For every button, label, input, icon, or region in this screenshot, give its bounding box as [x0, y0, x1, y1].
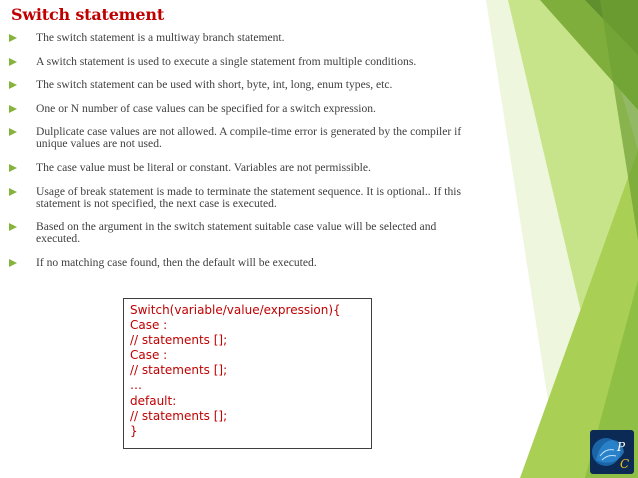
- bullet-item: [9, 32, 479, 44]
- code-line: Switch(variable/value/expression){: [130, 303, 341, 317]
- bullet-text: A switch statement is used to execute a single statement from multiple conditions.: [36, 54, 417, 68]
- bullet-text: The case value must be literal or constant. Variables are not permissible.: [36, 160, 371, 174]
- bullet-text: Usage of break statement is made to terminate the statement sequence. It is optional.. If this statement is not specified, the next case is executed.: [36, 184, 461, 210]
- bullet-arrow-icon: [9, 58, 17, 66]
- bullet-arrow-icon: [9, 188, 17, 196]
- svg-text:C: C: [620, 457, 630, 471]
- code-line: // statements [];: [130, 363, 228, 378]
- code-line: default:: [130, 393, 177, 408]
- code-line: Case :: [130, 318, 168, 333]
- code-line: Case :: [130, 348, 168, 363]
- bullet-item: [9, 79, 479, 91]
- bullet-text: One or N number of case values can be specified for a switch expression.: [36, 101, 376, 115]
- bullet-item: [9, 103, 479, 115]
- bullet-item: [9, 126, 479, 150]
- bullet-arrow-icon: [9, 164, 17, 172]
- bullet-arrow-icon: [9, 105, 17, 113]
- code-line: …: [130, 378, 142, 393]
- slide-title: Switch statement: [11, 5, 165, 24]
- bullet-item: [9, 186, 479, 210]
- code-line: // statements [];: [130, 408, 228, 423]
- code-line: // statements [];: [130, 333, 228, 348]
- bullet-text: The switch statement can be used with short, byte, int, long, enum types, etc.: [36, 78, 393, 92]
- bullet-item: [9, 56, 479, 68]
- bullet-text: Dulplicate case values are not allowed. A compile-time error is generated by the compiler if unique values are not used.: [36, 125, 462, 151]
- bullet-arrow-icon: [9, 128, 17, 136]
- bullet-arrow-icon: [9, 223, 17, 231]
- brain-logo-icon: [590, 430, 634, 474]
- bullet-text: The switch statement is a multiway branch statement.: [36, 31, 285, 44]
- code-example-box: [123, 298, 372, 449]
- bullet-item: [9, 257, 479, 269]
- bullet-arrow-icon: [9, 34, 17, 42]
- code-line: }: [130, 423, 138, 438]
- bullet-arrow-icon: [9, 259, 17, 267]
- bullet-list: [9, 32, 479, 280]
- bullet-text: Based on the argument in the switch statement suitable case value will be selected and executed.: [36, 220, 437, 246]
- bullet-arrow-icon: [9, 81, 17, 89]
- bullet-item: [9, 162, 479, 174]
- bullet-text: If no matching case found, then the default will be executed.: [36, 255, 317, 269]
- svg-text:P: P: [617, 440, 626, 454]
- bullet-item: [9, 221, 479, 245]
